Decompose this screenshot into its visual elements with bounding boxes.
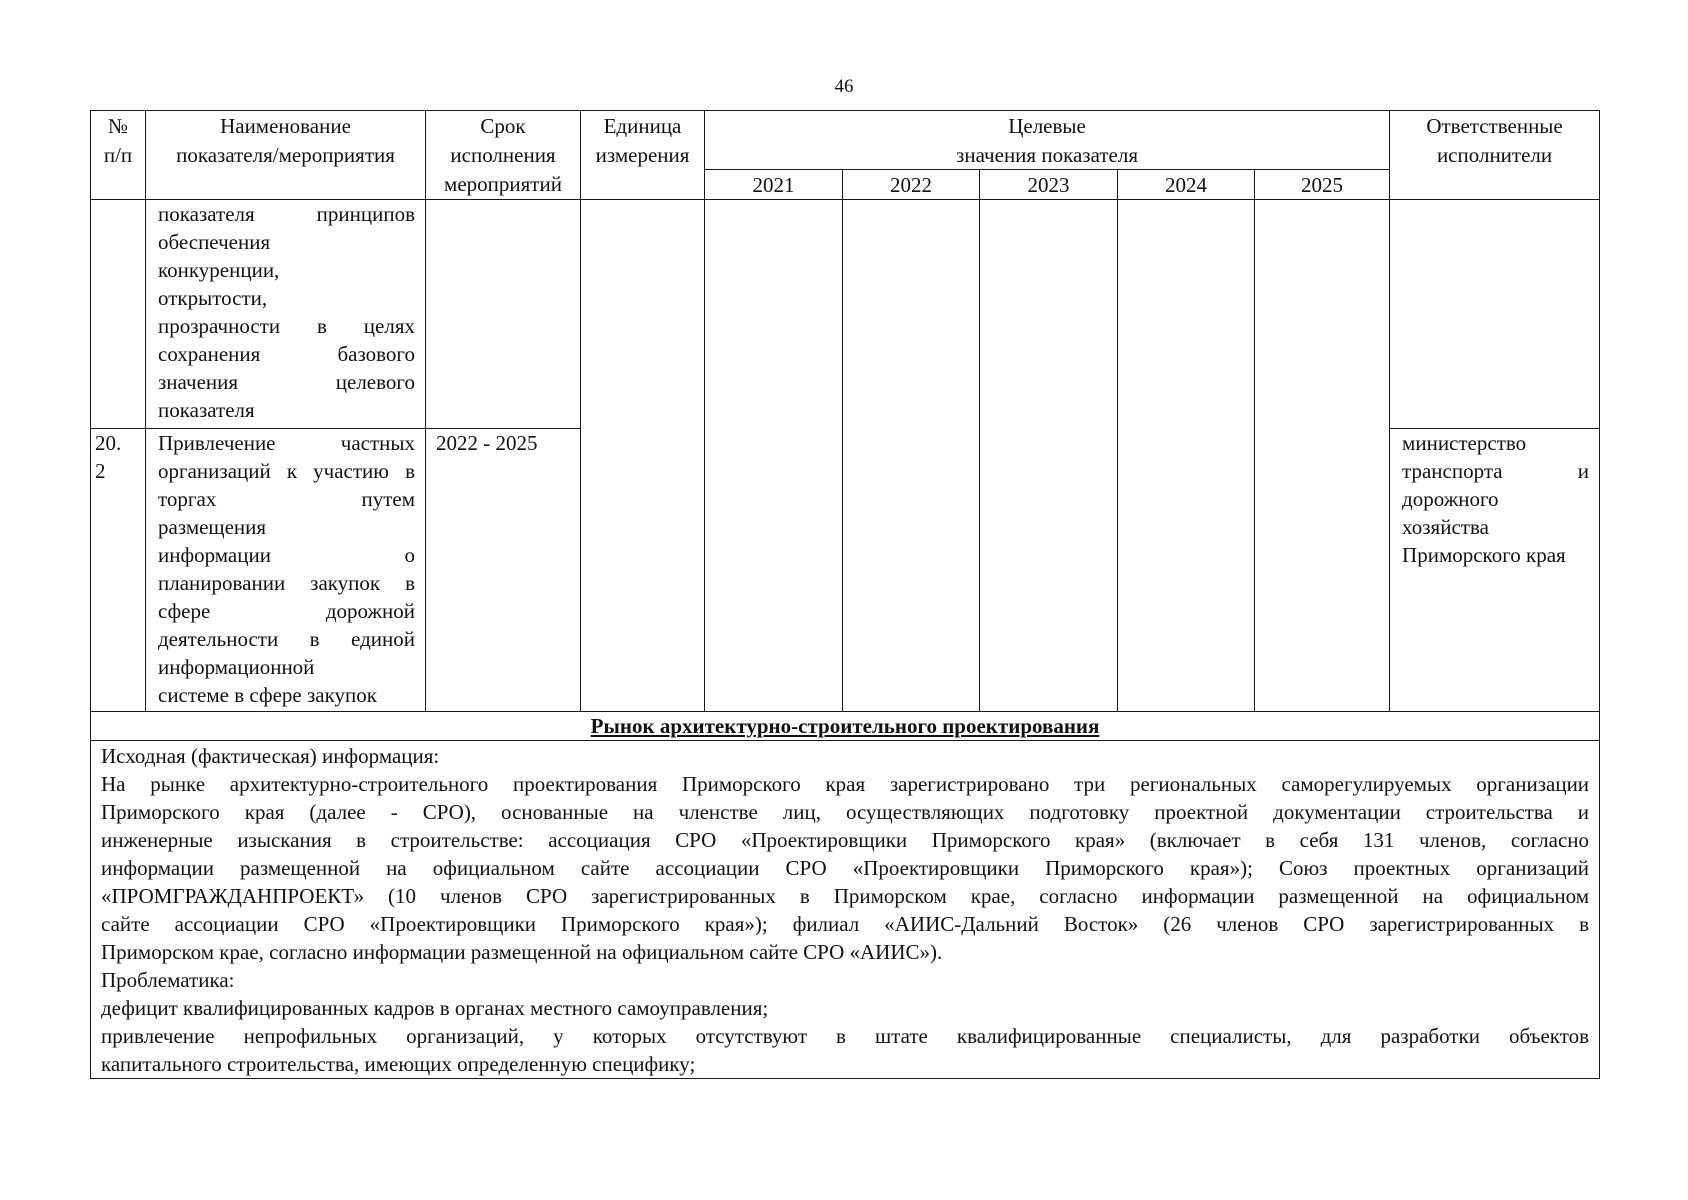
cell-resp-continued	[1390, 200, 1600, 429]
name-line: прозрачности в целях	[158, 314, 415, 338]
section-title: Рынок архитектурно-строительного проектирования	[91, 712, 1600, 741]
indicators-table	[90, 110, 1600, 1079]
header-name-line-2: показателя/мероприятия	[176, 143, 395, 167]
name-line: информационной	[158, 655, 315, 679]
name-line: конкуренции,	[158, 258, 280, 282]
cell-2022-merged	[843, 200, 980, 712]
problems-label: Проблематика:	[101, 968, 235, 992]
intro-line: инженерные изыскания в строительстве: ассоциация СРО «Проектировщики Приморского края» (включает в себя 131 членов, согласно	[101, 828, 1590, 852]
name-line: информации о	[158, 543, 415, 567]
year-2021: 2021	[705, 170, 843, 200]
header-resp-line-2: исполнители	[1436, 143, 1553, 167]
name-line: деятельности в единой	[158, 627, 415, 651]
header-row	[91, 111, 1600, 170]
problem-line: капитального строительства, имеющих определенную специфику;	[101, 1052, 696, 1076]
resp-line: Приморского края	[1402, 543, 1566, 567]
header-term-line-1: Срок	[480, 114, 526, 138]
header-resp-line-1: Ответственные	[1426, 114, 1563, 138]
cell-unit-merged	[581, 200, 705, 712]
header-term	[426, 111, 581, 200]
header-term-line-3: мероприятий	[444, 172, 562, 196]
resp-line: дорожного	[1402, 487, 1499, 511]
resp-line: хозяйства	[1402, 515, 1489, 539]
header-num	[91, 111, 146, 200]
header-term-line-2: исполнения	[450, 143, 556, 167]
cell-2023-merged	[980, 200, 1118, 712]
name-line: открытости,	[158, 286, 268, 310]
year-2023: 2023	[980, 170, 1118, 200]
name-line: сохранения базового	[158, 342, 415, 366]
resp-line: министерство	[1402, 431, 1527, 455]
year-2022: 2022	[843, 170, 980, 200]
header-targets-line-2: значения показателя	[956, 143, 1138, 167]
cell-name-20-2	[146, 429, 426, 712]
header-targets	[705, 111, 1390, 170]
section-body	[91, 741, 1600, 1079]
cell-2021-merged	[705, 200, 843, 712]
num-line: 20.	[95, 431, 122, 455]
intro-line: информации размещенной на официальном сайте ассоциации СРО «Проектировщики Приморского края»); Союз проектных организаций	[101, 856, 1590, 880]
header-name	[146, 111, 426, 200]
cell-2024-merged	[1118, 200, 1255, 712]
intro-line: сайте ассоциации СРО «Проектировщики Приморского края»); филиал «АИИС-Дальний Восток» (26 членов СРО зарегистрированных в	[101, 912, 1590, 936]
header-targets-line-1: Целевые	[1008, 114, 1086, 138]
name-line: торгах путем	[158, 487, 415, 511]
cell-2025-merged	[1255, 200, 1390, 712]
cell-term-20-2: 2022 - 2025	[426, 429, 581, 712]
intro-line: Приморском крае, согласно информации размещенной на официальном сайте СРО «АИИС»).	[101, 940, 943, 964]
name-line: сфере дорожной	[158, 599, 415, 623]
name-line: показателя принципов	[158, 202, 415, 226]
name-line: значения целевого	[158, 370, 415, 394]
name-line: обеспечения	[158, 230, 271, 254]
intro-label: Исходная (фактическая) информация:	[101, 744, 440, 768]
header-unit	[581, 111, 705, 200]
intro-line: Приморского края (далее - СРО), основанные на членстве лиц, осуществляющих подготовку проектной документации строительства и	[101, 800, 1590, 824]
problem-line: привлечение непрофильных организаций, у которых отсутствуют в штате квалифицированные специалисты, для разработки объектов	[101, 1024, 1590, 1048]
name-line: размещения	[158, 515, 267, 539]
name-line: планировании закупок в	[158, 571, 415, 595]
header-name-line-1: Наименование	[220, 114, 351, 138]
cell-num-continued	[91, 200, 146, 429]
cell-resp-20-2	[1390, 429, 1600, 712]
name-line: Привлечение частных	[158, 431, 415, 455]
intro-line: «ПРОМГРАЖДАНПРОЕКТ» (10 членов СРО зарегистрированных в Приморском крае, согласно информации размещенной на официальном	[101, 884, 1590, 908]
header-unit-line-2: измерения	[595, 143, 690, 167]
header-num-line-2: п/п	[103, 143, 133, 167]
table-row-continued	[91, 200, 1600, 429]
intro-line: На рынке архитектурно-строительного проектирования Приморского края зарегистрировано три региональных саморегулируемых организации	[101, 772, 1590, 796]
cell-num-20-2	[91, 429, 146, 712]
year-2024: 2024	[1118, 170, 1255, 200]
problem-item-1: дефицит квалифицированных кадров в органах местного самоуправления;	[101, 996, 769, 1020]
resp-line: транспорта и	[1402, 459, 1590, 483]
num-line: 2	[95, 459, 106, 483]
name-line: системе в сфере закупок	[158, 683, 377, 707]
header-unit-line-1: Единица	[603, 114, 682, 138]
page-number: 46	[834, 76, 854, 97]
header-resp	[1390, 111, 1600, 200]
section-body-row	[91, 741, 1600, 1079]
cell-name-continued	[146, 200, 426, 429]
name-line: показателя	[158, 398, 255, 422]
year-2025: 2025	[1255, 170, 1390, 200]
section-row	[91, 712, 1600, 741]
cell-term-continued	[426, 200, 581, 429]
header-num-line-1: №	[107, 114, 129, 138]
name-line: организаций к участию в	[158, 459, 415, 483]
